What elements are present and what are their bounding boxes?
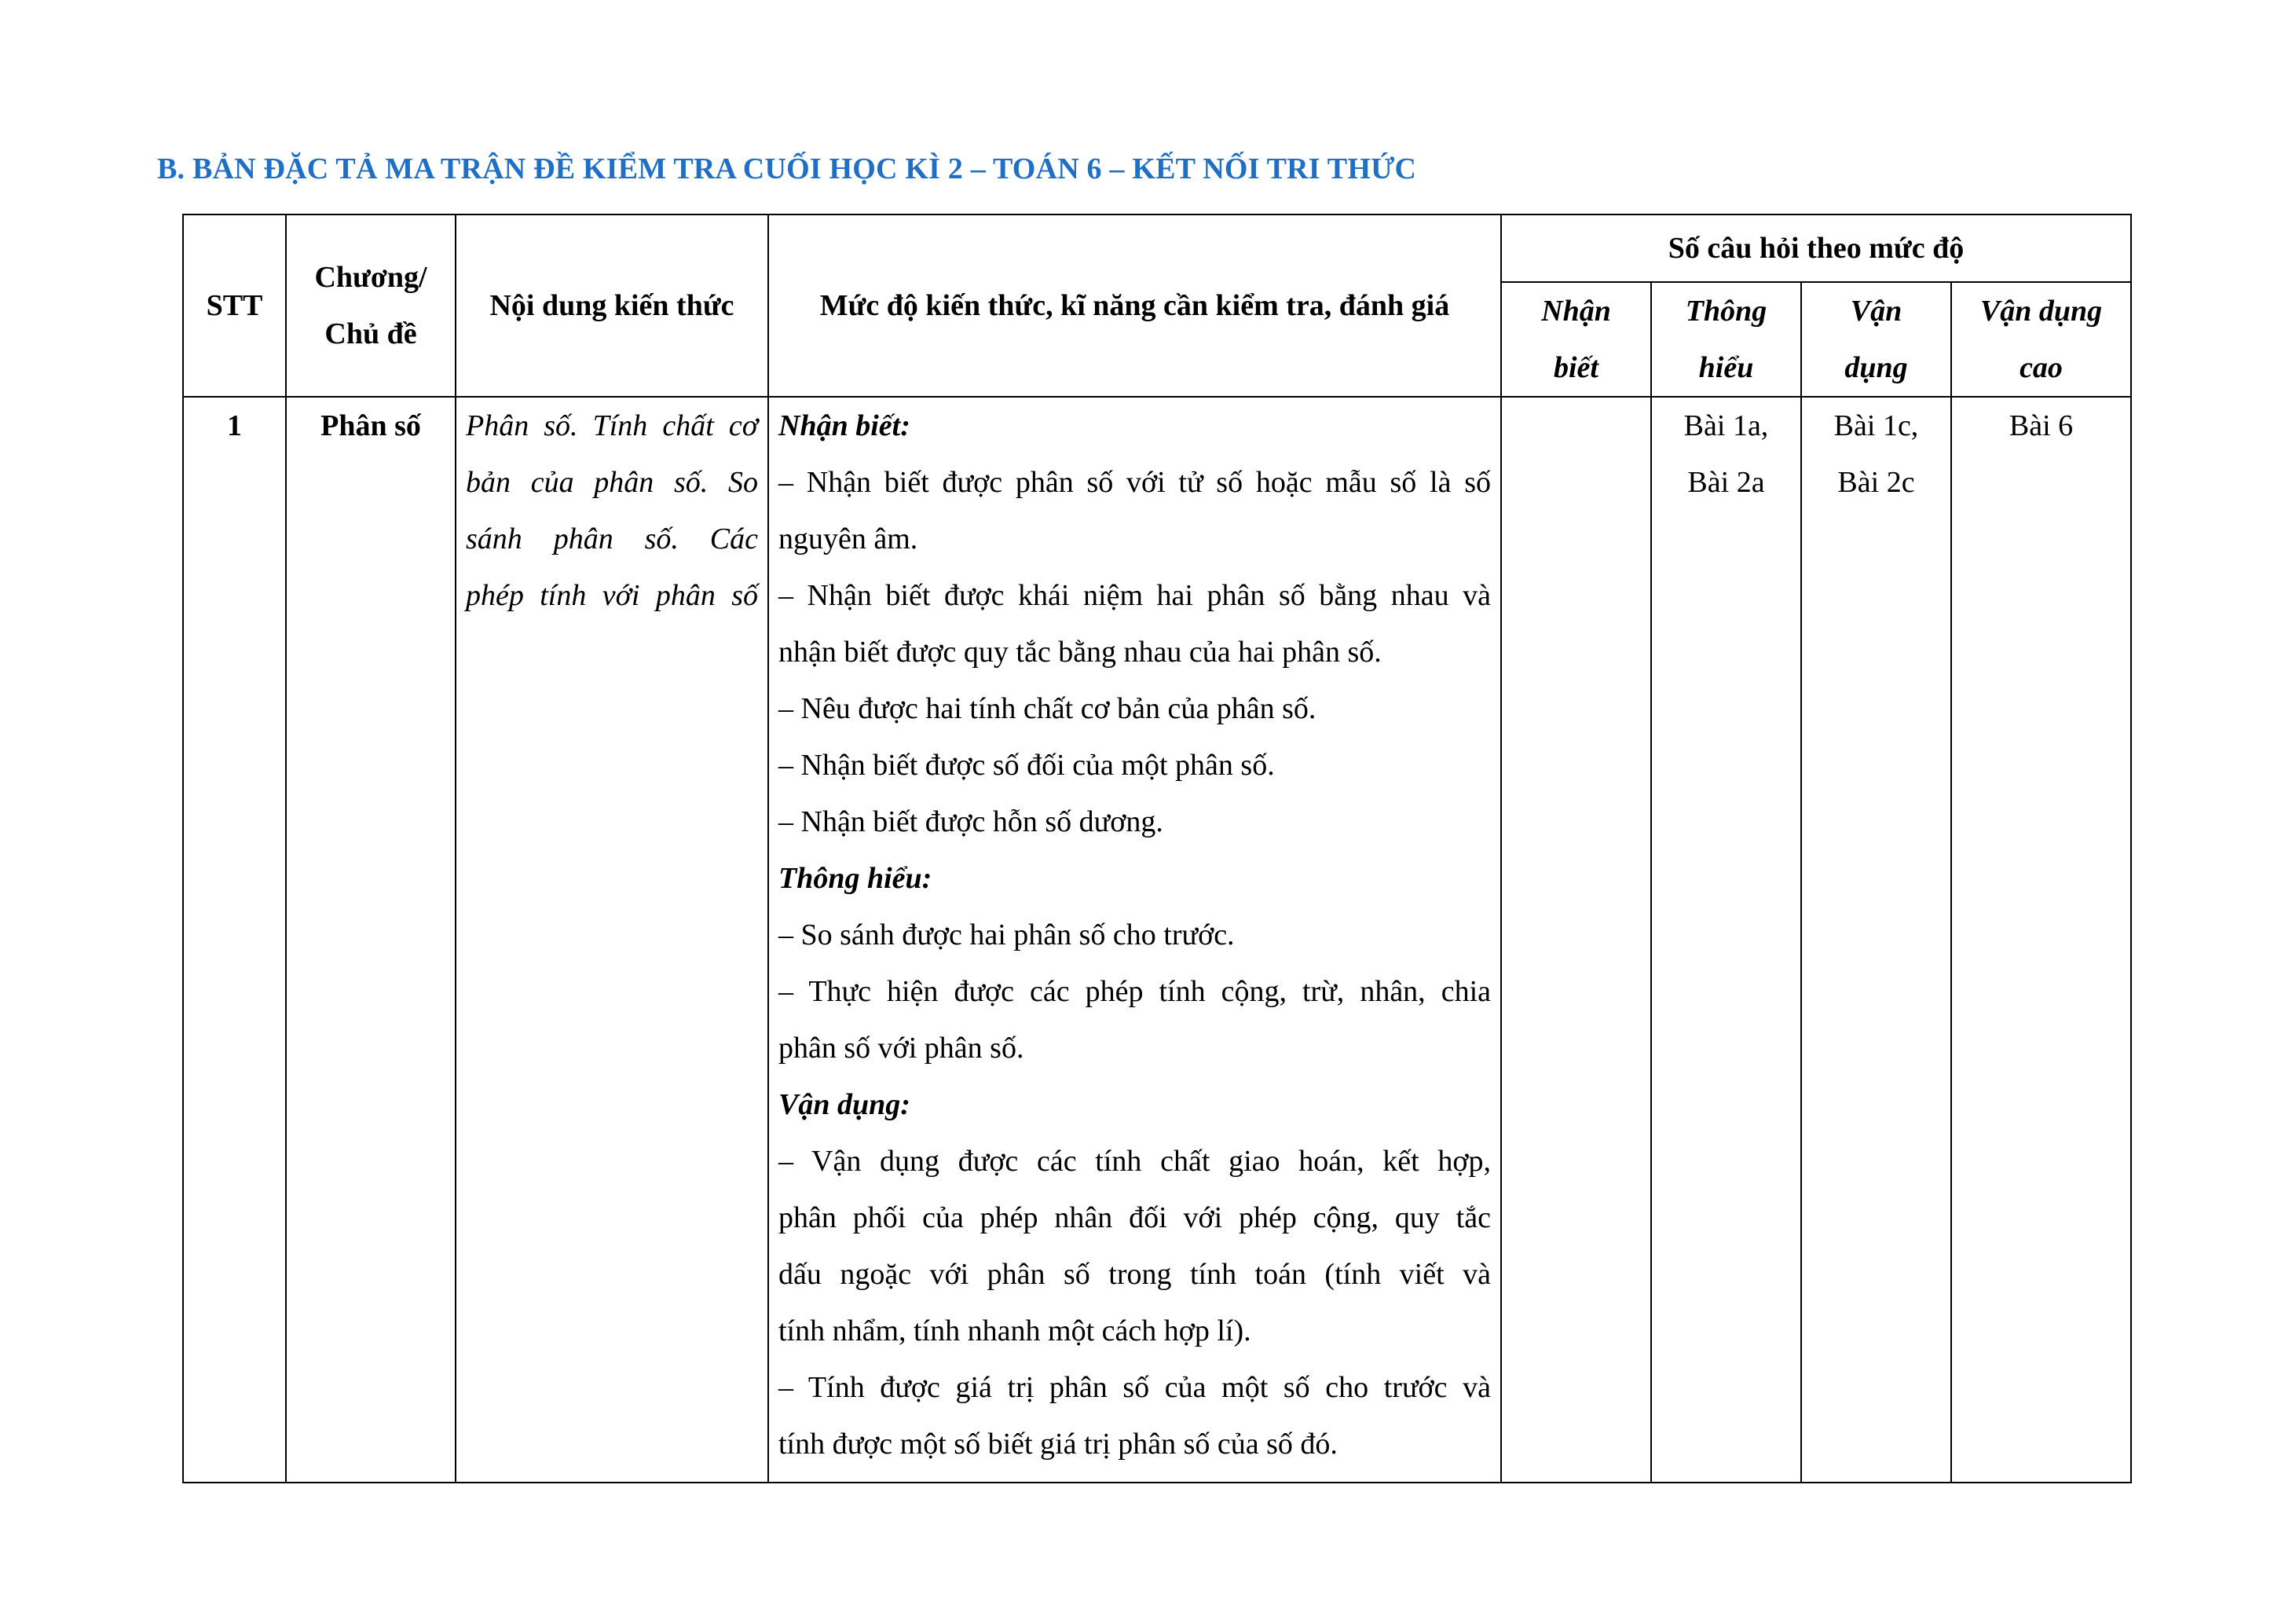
- apply-line: dấu ngoặc với phân số trong tính toán (tính viết và: [778, 1258, 1491, 1291]
- understand-header: Thông hiểu:: [778, 862, 932, 895]
- row-high-apply-count: Bài 6: [1951, 397, 2131, 1483]
- header-stt: STT: [183, 214, 286, 397]
- apply-line: tính được một số biết giá trị phân số của số đó.: [778, 1428, 1338, 1461]
- recognize-line: – Nhận biết được khái niệm hai phân số bằng nhau và: [778, 579, 1491, 612]
- understand-line: – So sánh được hai phân số cho trước.: [778, 918, 1235, 951]
- content-line: sánh phân số. Các: [466, 522, 758, 555]
- header-level-apply: [1801, 282, 1951, 397]
- content-line: Phân số. Tính chất cơ: [466, 409, 758, 442]
- recognize-line: – Nhận biết được số đối của một phân số.: [778, 749, 1275, 782]
- header-level-recognize-line1: Nhận: [1541, 295, 1611, 328]
- recognize-line: – Nêu được hai tính chất cơ bản của phân số.: [778, 692, 1316, 725]
- apply-line: – Tính được giá trị phân số của một số cho trước và: [778, 1371, 1491, 1404]
- recognize-line: – Nhận biết được hỗn số dương.: [778, 805, 1163, 838]
- header-level-desc: Mức độ kiến thức, kĩ năng cần kiểm tra, đánh giá: [768, 214, 1501, 397]
- understand-count-line: Bài 2a: [1687, 466, 1765, 499]
- understand-line: phân số với phân số.: [778, 1032, 1024, 1065]
- header-level-understand: [1651, 282, 1801, 397]
- row-stt: 1: [183, 397, 286, 1483]
- recognize-line: – Nhận biết được phân số với tử số hoặc mẫu số là số: [778, 466, 1491, 499]
- content-line: phép tính với phân số: [466, 579, 758, 612]
- header-level-high-apply-line1: Vận dụng: [1979, 295, 2103, 328]
- row-content: [456, 397, 768, 1483]
- apply-header: Vận dụng:: [778, 1088, 910, 1121]
- header-content: Nội dung kiến thức: [456, 214, 768, 397]
- header-level-recognize: [1501, 282, 1651, 397]
- header-chapter-line1: Chương/: [314, 261, 427, 294]
- row-understand-count: [1651, 397, 1801, 1483]
- header-level-high-apply: [1951, 282, 2131, 397]
- apply-line: – Vận dụng được các tính chất giao hoán, kết hợp,: [778, 1145, 1491, 1178]
- header-level-understand-line1: Thông: [1685, 295, 1767, 328]
- understand-count-line: Bài 1a,: [1683, 409, 1769, 442]
- page-title: B. BẢN ĐẶC TẢ MA TRẬN ĐỀ KIỂM TRA CUỐI HỌC KÌ 2 – TOÁN 6 – KẾT NỐI TRI THỨC: [157, 152, 1417, 185]
- recognize-header: Nhận biết:: [778, 409, 910, 442]
- row-level-description: [768, 397, 1501, 1483]
- header-level-understand-line2: hiểu: [1698, 351, 1754, 384]
- header-level-apply-line2: dụng: [1844, 351, 1908, 384]
- recognize-line: nhận biết được quy tắc bằng nhau của hai phân số.: [778, 636, 1382, 669]
- header-level-apply-line1: Vận: [1850, 295, 1902, 328]
- header-chapter-line2: Chủ đề: [324, 317, 417, 350]
- apply-count-line: Bài 1c,: [1833, 409, 1919, 442]
- understand-line: – Thực hiện được các phép tính cộng, trừ, nhân, chia: [778, 975, 1491, 1008]
- apply-count-line: Bài 2c: [1837, 466, 1915, 499]
- header-chapter: [286, 214, 456, 397]
- row-chapter: Phân số: [286, 397, 456, 1483]
- row-recognize-count: [1501, 397, 1651, 1483]
- recognize-line: nguyên âm.: [778, 522, 918, 555]
- specification-matrix-table: [182, 214, 2132, 1483]
- header-level-high-apply-line2: cao: [2020, 351, 2063, 384]
- row-apply-count: [1801, 397, 1951, 1483]
- apply-line: tính nhẩm, tính nhanh một cách hợp lí).: [778, 1314, 1251, 1347]
- header-question-count: Số câu hỏi theo mức độ: [1501, 214, 2131, 282]
- content-line: bản của phân số. So: [466, 466, 758, 499]
- apply-line: phân phối của phép nhân đối với phép cộng, quy tắc: [778, 1201, 1491, 1234]
- table-row: [183, 397, 2131, 1483]
- header-level-recognize-line2: biết: [1554, 351, 1598, 384]
